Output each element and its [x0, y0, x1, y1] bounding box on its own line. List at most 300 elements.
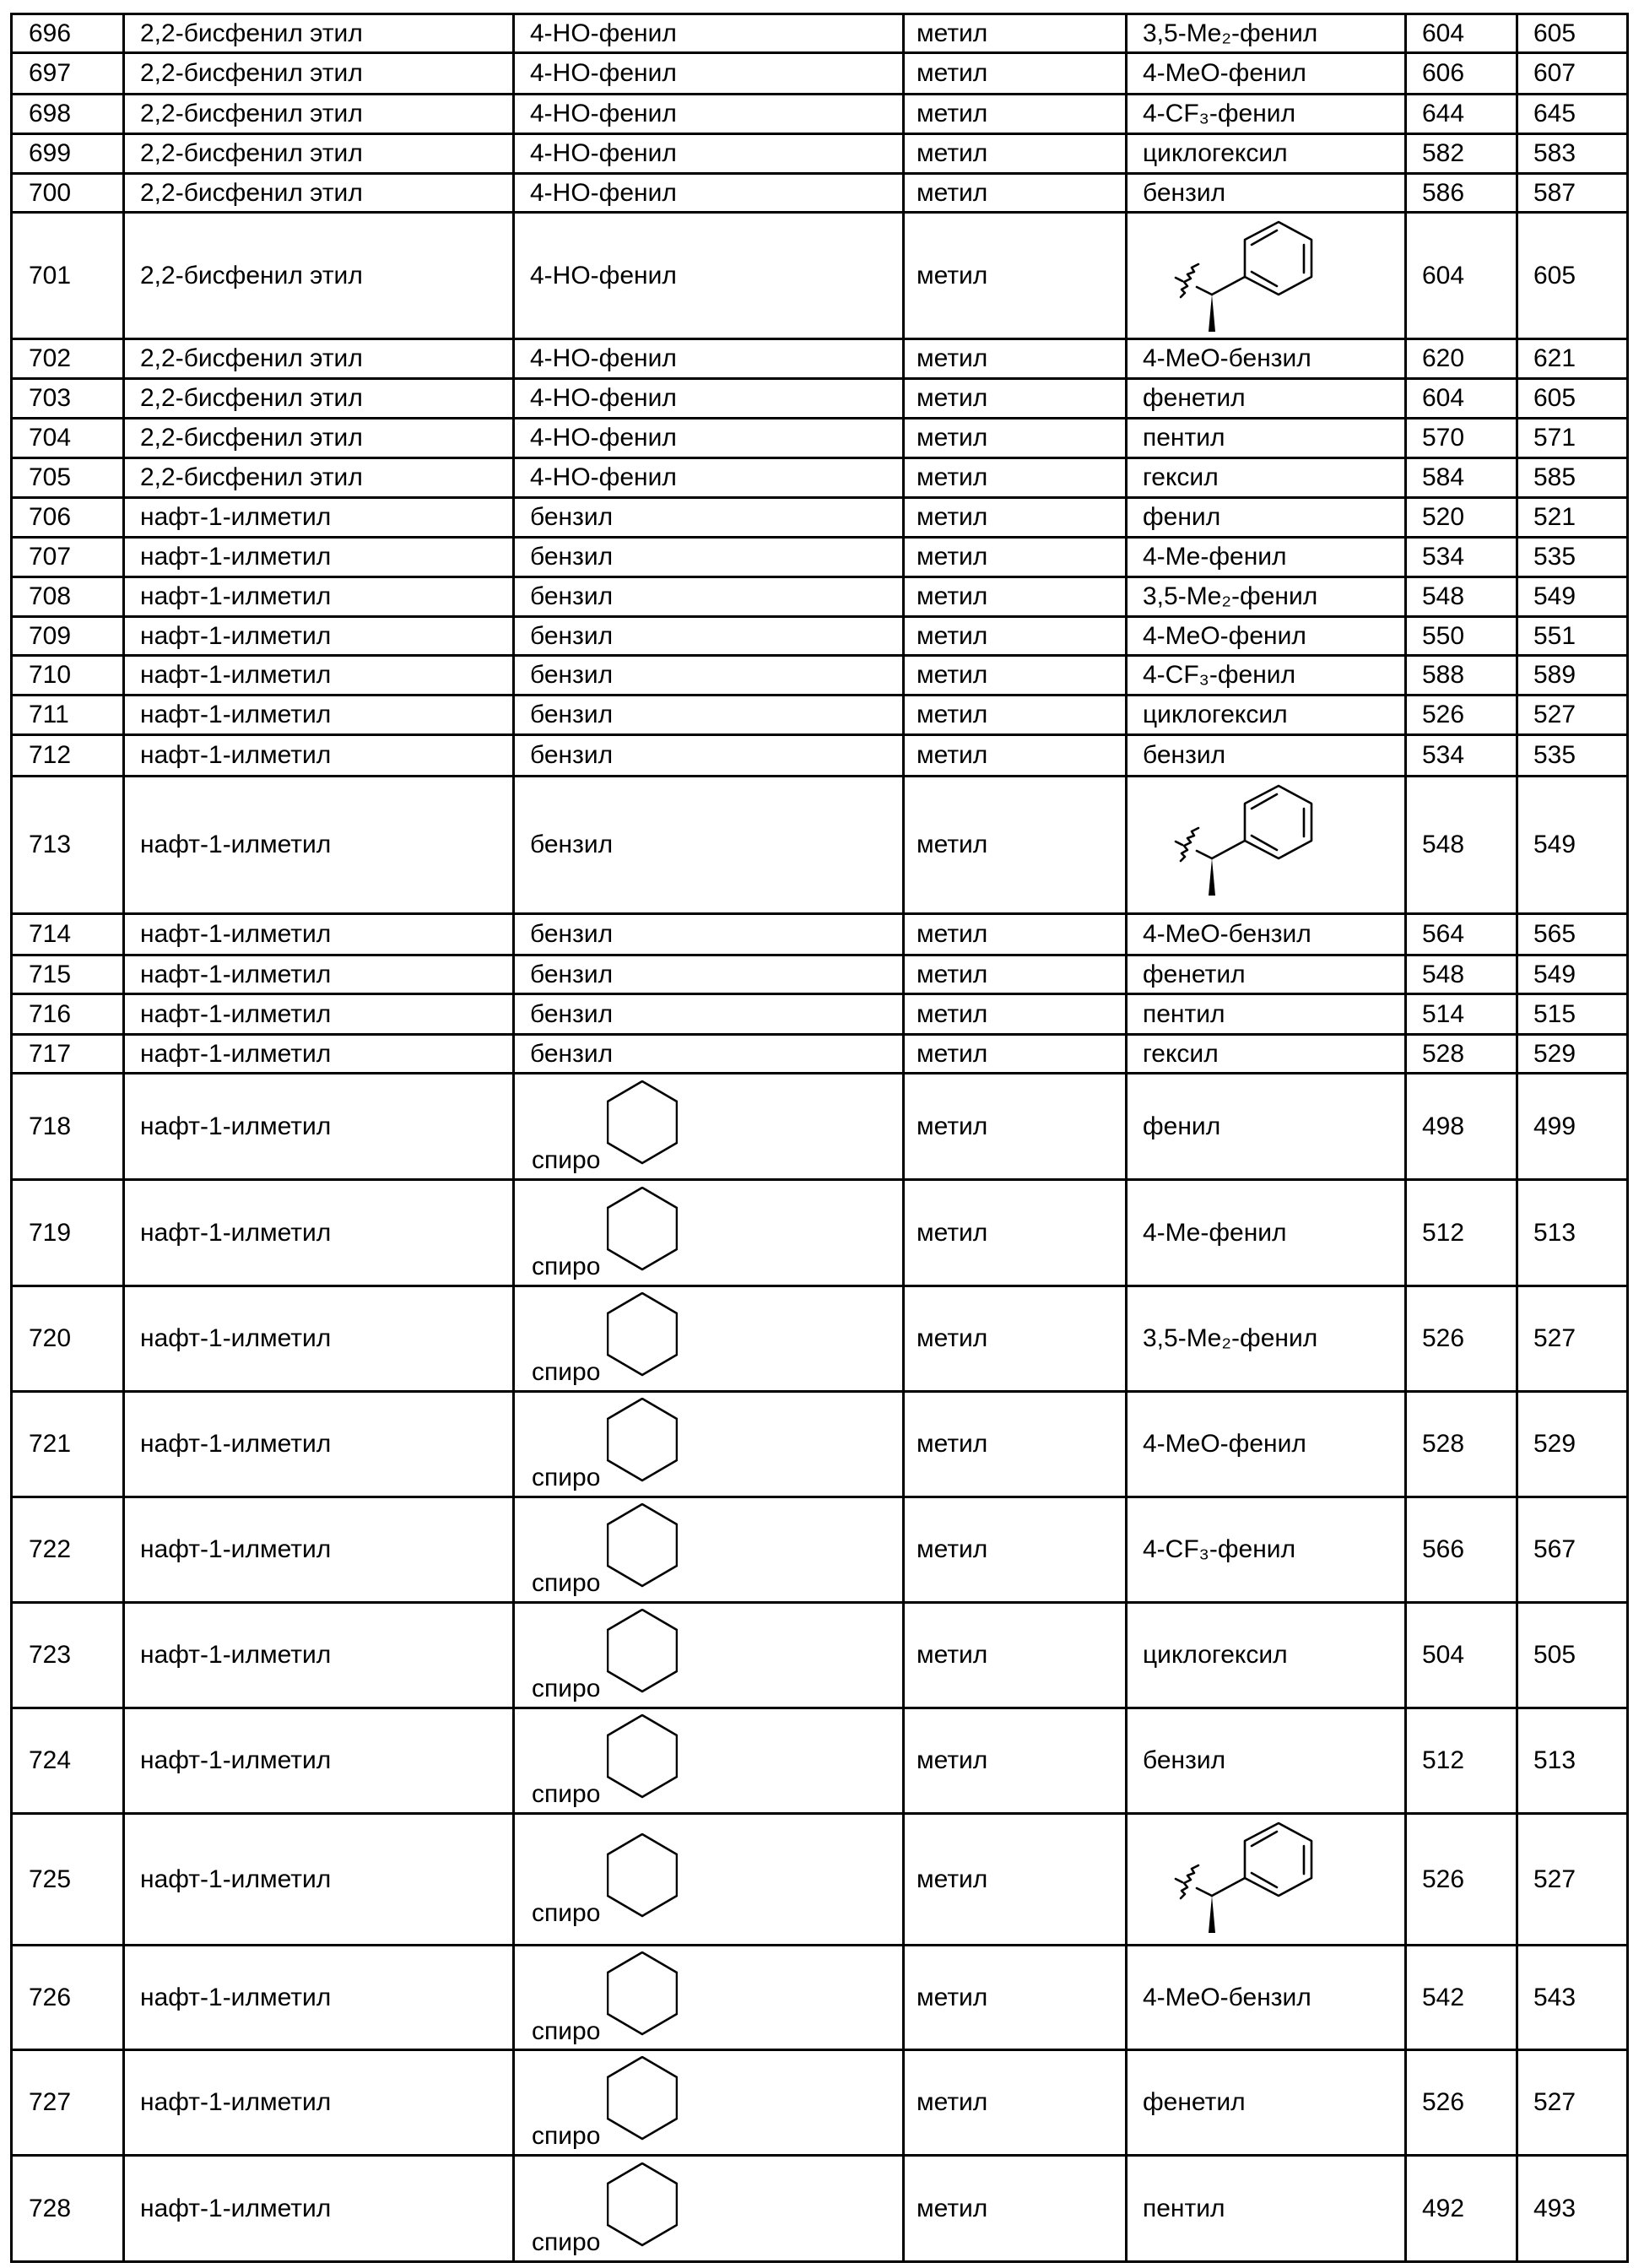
cell-substituent-r3 [905, 135, 1128, 175]
cell-substituent-r2-text: бензил [530, 962, 613, 988]
cell-molecular-mass-text: 520 [1422, 505, 1464, 530]
alpha-methylbenzyl-structure-icon [1128, 1815, 1330, 1941]
cell-substituent-r1 [125, 1709, 515, 1815]
cell-observed-mass [1518, 696, 1629, 736]
cell-molecular-mass [1407, 214, 1518, 340]
cell-observed-mass-text: 535 [1533, 544, 1576, 570]
cell-substituent-r2 [515, 1181, 905, 1287]
cell-substituent-r1-text: нафт-1-илметил [140, 2196, 331, 2222]
cell-substituent-r3-text: метил [917, 1432, 987, 1457]
cell-substituent-r2 [515, 539, 905, 578]
cell-compound-number-text: 705 [29, 465, 71, 490]
cell-molecular-mass-text: 644 [1422, 101, 1464, 127]
cell-molecular-mass [1407, 380, 1518, 419]
cell-substituent-r4-text: 3,5-Me₂-фенил [1143, 584, 1317, 609]
cell-molecular-mass [1407, 1074, 1518, 1181]
cell-substituent-r2 [515, 459, 905, 499]
cell-substituent-r2 [515, 380, 905, 419]
cell-substituent-r2 [515, 1074, 905, 1181]
cell-compound-number-text: 711 [29, 702, 69, 728]
cell-substituent-r1 [125, 214, 515, 340]
cell-substituent-r3 [905, 459, 1128, 499]
cell-substituent-r2 [515, 1946, 905, 2051]
cell-substituent-r2 [515, 499, 905, 539]
cell-observed-mass [1518, 15, 1629, 54]
cell-molecular-mass-text: 570 [1422, 425, 1464, 451]
cell-observed-mass-text: 549 [1533, 584, 1576, 609]
cell-substituent-r2 [515, 1393, 905, 1498]
cell-molecular-mass-text: 512 [1422, 1221, 1464, 1246]
cyclohexane-ring-icon [607, 1187, 678, 1271]
cell-compound-number [13, 578, 125, 618]
cell-substituent-r4 [1128, 1287, 1407, 1393]
cell-substituent-r1 [125, 1074, 515, 1181]
cell-molecular-mass [1407, 2051, 1518, 2157]
cell-compound-number-text: 722 [29, 1537, 71, 1562]
cell-observed-mass [1518, 2051, 1629, 2157]
cell-compound-number-text: 706 [29, 505, 71, 530]
cell-substituent-r4 [1128, 1393, 1407, 1498]
cell-molecular-mass-text: 588 [1422, 663, 1464, 688]
cell-substituent-r3-text: метил [917, 1002, 987, 1027]
cell-substituent-r2-text: бензил [530, 505, 613, 530]
cell-substituent-r3-text: метил [917, 2196, 987, 2222]
cell-substituent-r1-text: 2,2-бисфенил этил [140, 425, 363, 451]
cell-substituent-r4-text: 4-CF₃-фенил [1143, 101, 1295, 127]
cell-substituent-r1 [125, 1946, 515, 2051]
cell-molecular-mass [1407, 135, 1518, 175]
cell-substituent-r4 [1128, 657, 1407, 696]
cell-observed-mass [1518, 1074, 1629, 1181]
cell-substituent-r2 [515, 1036, 905, 1074]
cell-compound-number-text: 699 [29, 141, 71, 166]
cell-molecular-mass [1407, 1604, 1518, 1709]
cell-molecular-mass [1407, 1946, 1518, 2051]
cell-substituent-r1 [125, 15, 515, 54]
cell-observed-mass-text: 583 [1533, 141, 1576, 166]
cell-compound-number-text: 728 [29, 2196, 71, 2222]
cell-substituent-r4-text: фенил [1143, 1114, 1220, 1139]
cell-compound-number [13, 1709, 125, 1815]
cell-substituent-r4-text: 4-Me-фенил [1143, 544, 1287, 570]
phenyl-ring-icon [1245, 786, 1311, 858]
cell-substituent-r1-text: 2,2-бисфенил этил [140, 263, 363, 289]
cell-substituent-r3 [905, 1604, 1128, 1709]
cell-substituent-r2 [515, 1498, 905, 1604]
cell-substituent-r3 [905, 1709, 1128, 1815]
cell-substituent-r1-text: нафт-1-илметил [140, 584, 331, 609]
cell-observed-mass-text: 549 [1533, 962, 1576, 988]
cell-observed-mass-text: 499 [1533, 1114, 1576, 1139]
cell-substituent-r3 [905, 214, 1128, 340]
cell-substituent-r3 [905, 15, 1128, 54]
cell-compound-number [13, 915, 125, 956]
cell-substituent-r2-text: 4-HO-фенил [530, 21, 677, 46]
spiro-substituent [530, 1833, 678, 1926]
cell-substituent-r2 [515, 2051, 905, 2157]
cell-substituent-r1-text: 2,2-бисфенил этил [140, 386, 363, 411]
cell-compound-number-text: 700 [29, 181, 71, 206]
cell-observed-mass-text: 567 [1533, 1537, 1576, 1562]
cell-compound-number-text: 716 [29, 1002, 71, 1027]
cell-molecular-mass [1407, 995, 1518, 1036]
cell-substituent-r2-text: 4-HO-фенил [530, 386, 677, 411]
cell-substituent-r4 [1128, 1604, 1407, 1709]
cell-substituent-r3 [905, 380, 1128, 419]
cell-compound-number-text: 727 [29, 2090, 71, 2115]
cell-molecular-mass [1407, 1709, 1518, 1815]
cell-substituent-r4-text: гексил [1143, 1042, 1219, 1067]
cell-compound-number [13, 1604, 125, 1709]
cell-substituent-r4 [1128, 1181, 1407, 1287]
cell-compound-number-text: 701 [29, 263, 71, 289]
cell-substituent-r4 [1128, 1946, 1407, 2051]
cell-substituent-r3 [905, 1036, 1128, 1074]
cell-compound-number [13, 2157, 125, 2263]
cell-substituent-r2-text: бензил [530, 544, 613, 570]
cell-compound-number [13, 696, 125, 736]
cell-compound-number-text: 703 [29, 386, 71, 411]
cell-substituent-r4-text: пентил [1143, 1002, 1225, 1027]
cell-observed-mass [1518, 340, 1629, 380]
cell-substituent-r1 [125, 95, 515, 135]
cell-substituent-r1 [125, 135, 515, 175]
cyclohexane-ring-icon [607, 1080, 678, 1165]
cell-substituent-r3 [905, 1074, 1128, 1181]
cell-substituent-r1 [125, 2157, 515, 2263]
cell-substituent-r3-text: метил [917, 922, 987, 947]
cell-molecular-mass-text: 604 [1422, 21, 1464, 46]
cell-compound-number-text: 696 [29, 21, 71, 46]
cell-substituent-r1-text: 2,2-бисфенил этил [140, 21, 363, 46]
cell-substituent-r1-text: нафт-1-илметил [140, 663, 331, 688]
cell-compound-number-text: 723 [29, 1643, 71, 1668]
cell-substituent-r4-text: бензил [1143, 181, 1225, 206]
cell-substituent-r4 [1128, 618, 1407, 657]
cell-observed-mass [1518, 2157, 1629, 2263]
cell-substituent-r3 [905, 956, 1128, 995]
spiro-substituent [530, 1714, 678, 1807]
cell-substituent-r4 [1128, 915, 1407, 956]
cell-substituent-r3-text: метил [917, 101, 987, 127]
cell-molecular-mass-text: 526 [1422, 702, 1464, 728]
spiro-label: спиро [532, 2124, 600, 2149]
cell-molecular-mass [1407, 1287, 1518, 1393]
cell-observed-mass-text: 527 [1533, 2090, 1576, 2115]
cell-substituent-r3-text: метил [917, 584, 987, 609]
cell-substituent-r2-text: 4-HO-фенил [530, 465, 677, 490]
cell-compound-number [13, 1074, 125, 1181]
cell-molecular-mass-text: 526 [1422, 1867, 1464, 1892]
cell-observed-mass [1518, 1181, 1629, 1287]
spiro-label: спиро [532, 1782, 600, 1807]
cell-substituent-r3-text: метил [917, 1326, 987, 1351]
cell-substituent-r3-text: метил [917, 702, 987, 728]
cell-substituent-r1-text: нафт-1-илметил [140, 1114, 331, 1139]
cell-compound-number [13, 657, 125, 696]
cell-observed-mass-text: 513 [1533, 1748, 1576, 1773]
spiro-label: спиро [532, 1901, 600, 1926]
cell-molecular-mass [1407, 618, 1518, 657]
cell-molecular-mass [1407, 578, 1518, 618]
cell-substituent-r3-text: метил [917, 663, 987, 688]
cell-substituent-r3 [905, 1287, 1128, 1393]
cell-substituent-r2 [515, 54, 905, 95]
cell-substituent-r3 [905, 175, 1128, 214]
cell-compound-number [13, 1181, 125, 1287]
cell-substituent-r2-text: 4-HO-фенил [530, 141, 677, 166]
cell-compound-number [13, 777, 125, 915]
cell-substituent-r4 [1128, 1498, 1407, 1604]
cell-molecular-mass-text: 534 [1422, 544, 1464, 570]
cell-molecular-mass-text: 498 [1422, 1114, 1464, 1139]
cell-compound-number [13, 175, 125, 214]
cell-observed-mass [1518, 499, 1629, 539]
cell-compound-number-text: 721 [29, 1432, 71, 1457]
cell-substituent-r3 [905, 618, 1128, 657]
cell-compound-number [13, 956, 125, 995]
cyclohexane-ring-icon [607, 2056, 678, 2141]
cell-compound-number [13, 135, 125, 175]
cyclohexane-ring-icon [607, 1833, 678, 1918]
cell-molecular-mass-text: 504 [1422, 1643, 1464, 1668]
cell-substituent-r4-text: фенетил [1143, 386, 1246, 411]
cell-substituent-r1 [125, 175, 515, 214]
cell-compound-number [13, 736, 125, 777]
cell-substituent-r4 [1128, 499, 1407, 539]
cell-substituent-r1 [125, 1498, 515, 1604]
cell-observed-mass-text: 513 [1533, 1221, 1576, 1246]
wedge-bond-icon [1209, 295, 1215, 332]
cell-observed-mass [1518, 1815, 1629, 1946]
cell-molecular-mass-text: 566 [1422, 1537, 1464, 1562]
cell-observed-mass-text: 527 [1533, 1326, 1576, 1351]
cell-substituent-r2-text: 4-HO-фенил [530, 263, 677, 289]
cell-compound-number-text: 726 [29, 1985, 71, 2011]
cell-substituent-r3 [905, 419, 1128, 459]
cell-substituent-r1-text: нафт-1-илметил [140, 544, 331, 570]
cell-substituent-r3-text: метил [917, 2090, 987, 2115]
cell-substituent-r2 [515, 340, 905, 380]
compound-table [10, 13, 1629, 2263]
cell-substituent-r4-text: 3,5-Me₂-фенил [1143, 1326, 1317, 1351]
cell-molecular-mass-text: 514 [1422, 1002, 1464, 1027]
cell-compound-number-text: 710 [29, 663, 71, 688]
cell-substituent-r4 [1128, 175, 1407, 214]
cell-observed-mass-text: 527 [1533, 1867, 1576, 1892]
cell-substituent-r1 [125, 1604, 515, 1709]
cell-substituent-r4-text: 4-CF₃-фенил [1143, 663, 1295, 688]
cell-substituent-r3 [905, 1815, 1128, 1946]
cell-molecular-mass [1407, 696, 1518, 736]
cell-compound-number-text: 715 [29, 962, 71, 988]
cell-substituent-r4 [1128, 214, 1407, 340]
cell-compound-number-text: 698 [29, 101, 71, 127]
cell-compound-number-text: 709 [29, 624, 71, 649]
cell-substituent-r1 [125, 956, 515, 995]
cell-substituent-r1 [125, 696, 515, 736]
cell-substituent-r4-text: фенил [1143, 505, 1220, 530]
cell-molecular-mass-text: 526 [1422, 1326, 1464, 1351]
cell-substituent-r2-text: бензил [530, 702, 613, 728]
cell-substituent-r4 [1128, 777, 1407, 915]
spiro-substituent [530, 1292, 678, 1385]
cell-substituent-r2 [515, 1815, 905, 1946]
cell-substituent-r3-text: метил [917, 465, 987, 490]
cell-observed-mass [1518, 657, 1629, 696]
cell-compound-number [13, 1287, 125, 1393]
cell-observed-mass [1518, 1498, 1629, 1604]
cell-substituent-r1-text: нафт-1-илметил [140, 1537, 331, 1562]
cell-compound-number-text: 712 [29, 743, 71, 768]
cell-observed-mass-text: 607 [1533, 61, 1576, 86]
cell-compound-number [13, 214, 125, 340]
cell-substituent-r3 [905, 1393, 1128, 1498]
cell-molecular-mass [1407, 1036, 1518, 1074]
cell-substituent-r1 [125, 657, 515, 696]
cell-compound-number [13, 15, 125, 54]
cell-substituent-r1-text: нафт-1-илметил [140, 505, 331, 530]
cyclohexane-ring-icon [607, 1609, 678, 1693]
cell-substituent-r1 [125, 1815, 515, 1946]
cyclohexane-ring-icon [607, 1398, 678, 1482]
cell-substituent-r4-text: циклогексил [1143, 1643, 1288, 1668]
cell-substituent-r1-text: нафт-1-илметил [140, 1643, 331, 1668]
cell-substituent-r1 [125, 459, 515, 499]
cell-observed-mass [1518, 539, 1629, 578]
cell-compound-number [13, 499, 125, 539]
cell-observed-mass [1518, 915, 1629, 956]
cell-substituent-r3 [905, 1498, 1128, 1604]
cell-molecular-mass-text: 528 [1422, 1432, 1464, 1457]
spiro-label: спиро [532, 2019, 600, 2044]
cell-substituent-r1-text: нафт-1-илметил [140, 624, 331, 649]
cell-compound-number-text: 708 [29, 584, 71, 609]
cell-molecular-mass-text: 548 [1422, 832, 1464, 858]
cell-substituent-r2 [515, 956, 905, 995]
cell-compound-number-text: 714 [29, 922, 71, 947]
spiro-substituent [530, 1951, 678, 2044]
cell-observed-mass [1518, 459, 1629, 499]
cell-compound-number [13, 95, 125, 135]
cell-substituent-r3-text: метил [917, 263, 987, 289]
cell-substituent-r3-text: метил [917, 21, 987, 46]
cell-substituent-r1 [125, 54, 515, 95]
cell-substituent-r4 [1128, 380, 1407, 419]
cell-observed-mass [1518, 380, 1629, 419]
cell-substituent-r4 [1128, 578, 1407, 618]
cell-molecular-mass-text: 492 [1422, 2196, 1464, 2222]
cell-compound-number-text: 720 [29, 1326, 71, 1351]
cell-substituent-r2 [515, 1287, 905, 1393]
cell-molecular-mass-text: 512 [1422, 1748, 1464, 1773]
spiro-label: спиро [532, 1360, 600, 1385]
cell-substituent-r3-text: метил [917, 1114, 987, 1139]
cell-substituent-r2 [515, 696, 905, 736]
cell-molecular-mass [1407, 340, 1518, 380]
cell-substituent-r3 [905, 696, 1128, 736]
cell-molecular-mass [1407, 915, 1518, 956]
cell-substituent-r1 [125, 915, 515, 956]
cell-molecular-mass [1407, 777, 1518, 915]
cell-molecular-mass-text: 564 [1422, 922, 1464, 947]
cell-observed-mass [1518, 1946, 1629, 2051]
cell-substituent-r2 [515, 915, 905, 956]
cell-compound-number-text: 713 [29, 832, 71, 858]
cell-observed-mass [1518, 135, 1629, 175]
cell-substituent-r4-text: циклогексил [1143, 702, 1288, 728]
cell-substituent-r4-text: пентил [1143, 425, 1225, 451]
cell-substituent-r4-text: фенетил [1143, 962, 1246, 988]
cyclohexane-ring-icon [607, 1951, 678, 2036]
cell-substituent-r4 [1128, 54, 1407, 95]
cell-substituent-r2-text: 4-HO-фенил [530, 346, 677, 371]
cell-substituent-r4 [1128, 2157, 1407, 2263]
cell-substituent-r4 [1128, 15, 1407, 54]
cell-substituent-r1-text: нафт-1-илметил [140, 1748, 331, 1773]
cell-observed-mass [1518, 1604, 1629, 1709]
spiro-label: спиро [532, 1148, 600, 1173]
cell-substituent-r3-text: метил [917, 624, 987, 649]
cell-observed-mass-text: 587 [1533, 181, 1576, 206]
cell-compound-number [13, 459, 125, 499]
cell-molecular-mass-text: 584 [1422, 465, 1464, 490]
cell-substituent-r2-text: бензил [530, 624, 613, 649]
cell-substituent-r2-text: 4-HO-фенил [530, 101, 677, 127]
cell-substituent-r2 [515, 657, 905, 696]
cell-substituent-r3-text: метил [917, 1042, 987, 1067]
cell-substituent-r1-text: нафт-1-илметил [140, 1042, 331, 1067]
cell-substituent-r1-text: нафт-1-илметил [140, 832, 331, 858]
cell-substituent-r1 [125, 1287, 515, 1393]
cell-substituent-r1 [125, 419, 515, 459]
cell-substituent-r4-text: 4-MeO-фенил [1143, 624, 1306, 649]
cell-substituent-r3 [905, 2157, 1128, 2263]
cell-compound-number [13, 1498, 125, 1604]
cell-substituent-r3-text: метил [917, 832, 987, 858]
cell-substituent-r4 [1128, 135, 1407, 175]
cell-substituent-r3 [905, 1946, 1128, 2051]
cell-molecular-mass [1407, 459, 1518, 499]
cell-substituent-r1 [125, 578, 515, 618]
cell-substituent-r3 [905, 1181, 1128, 1287]
cell-substituent-r2 [515, 135, 905, 175]
cell-molecular-mass [1407, 956, 1518, 995]
cell-substituent-r3 [905, 578, 1128, 618]
cell-substituent-r4 [1128, 95, 1407, 135]
spiro-label: спиро [532, 1254, 600, 1280]
cell-observed-mass-text: 551 [1533, 624, 1576, 649]
cell-substituent-r4 [1128, 1074, 1407, 1181]
cell-molecular-mass-text: 542 [1422, 1985, 1464, 2011]
cyclohexane-ring-icon [607, 1292, 678, 1377]
cell-molecular-mass [1407, 15, 1518, 54]
cell-substituent-r1 [125, 1393, 515, 1498]
cell-observed-mass-text: 589 [1533, 663, 1576, 688]
cell-substituent-r1 [125, 736, 515, 777]
cell-observed-mass [1518, 175, 1629, 214]
cell-observed-mass-text: 535 [1533, 743, 1576, 768]
cell-substituent-r1 [125, 2051, 515, 2157]
spiro-substituent [530, 2056, 678, 2149]
cell-substituent-r1 [125, 380, 515, 419]
cell-substituent-r2-text: бензил [530, 743, 613, 768]
cell-substituent-r4 [1128, 956, 1407, 995]
cell-molecular-mass-text: 528 [1422, 1042, 1464, 1067]
cell-compound-number [13, 995, 125, 1036]
cell-substituent-r2 [515, 578, 905, 618]
cell-observed-mass-text: 605 [1533, 386, 1576, 411]
